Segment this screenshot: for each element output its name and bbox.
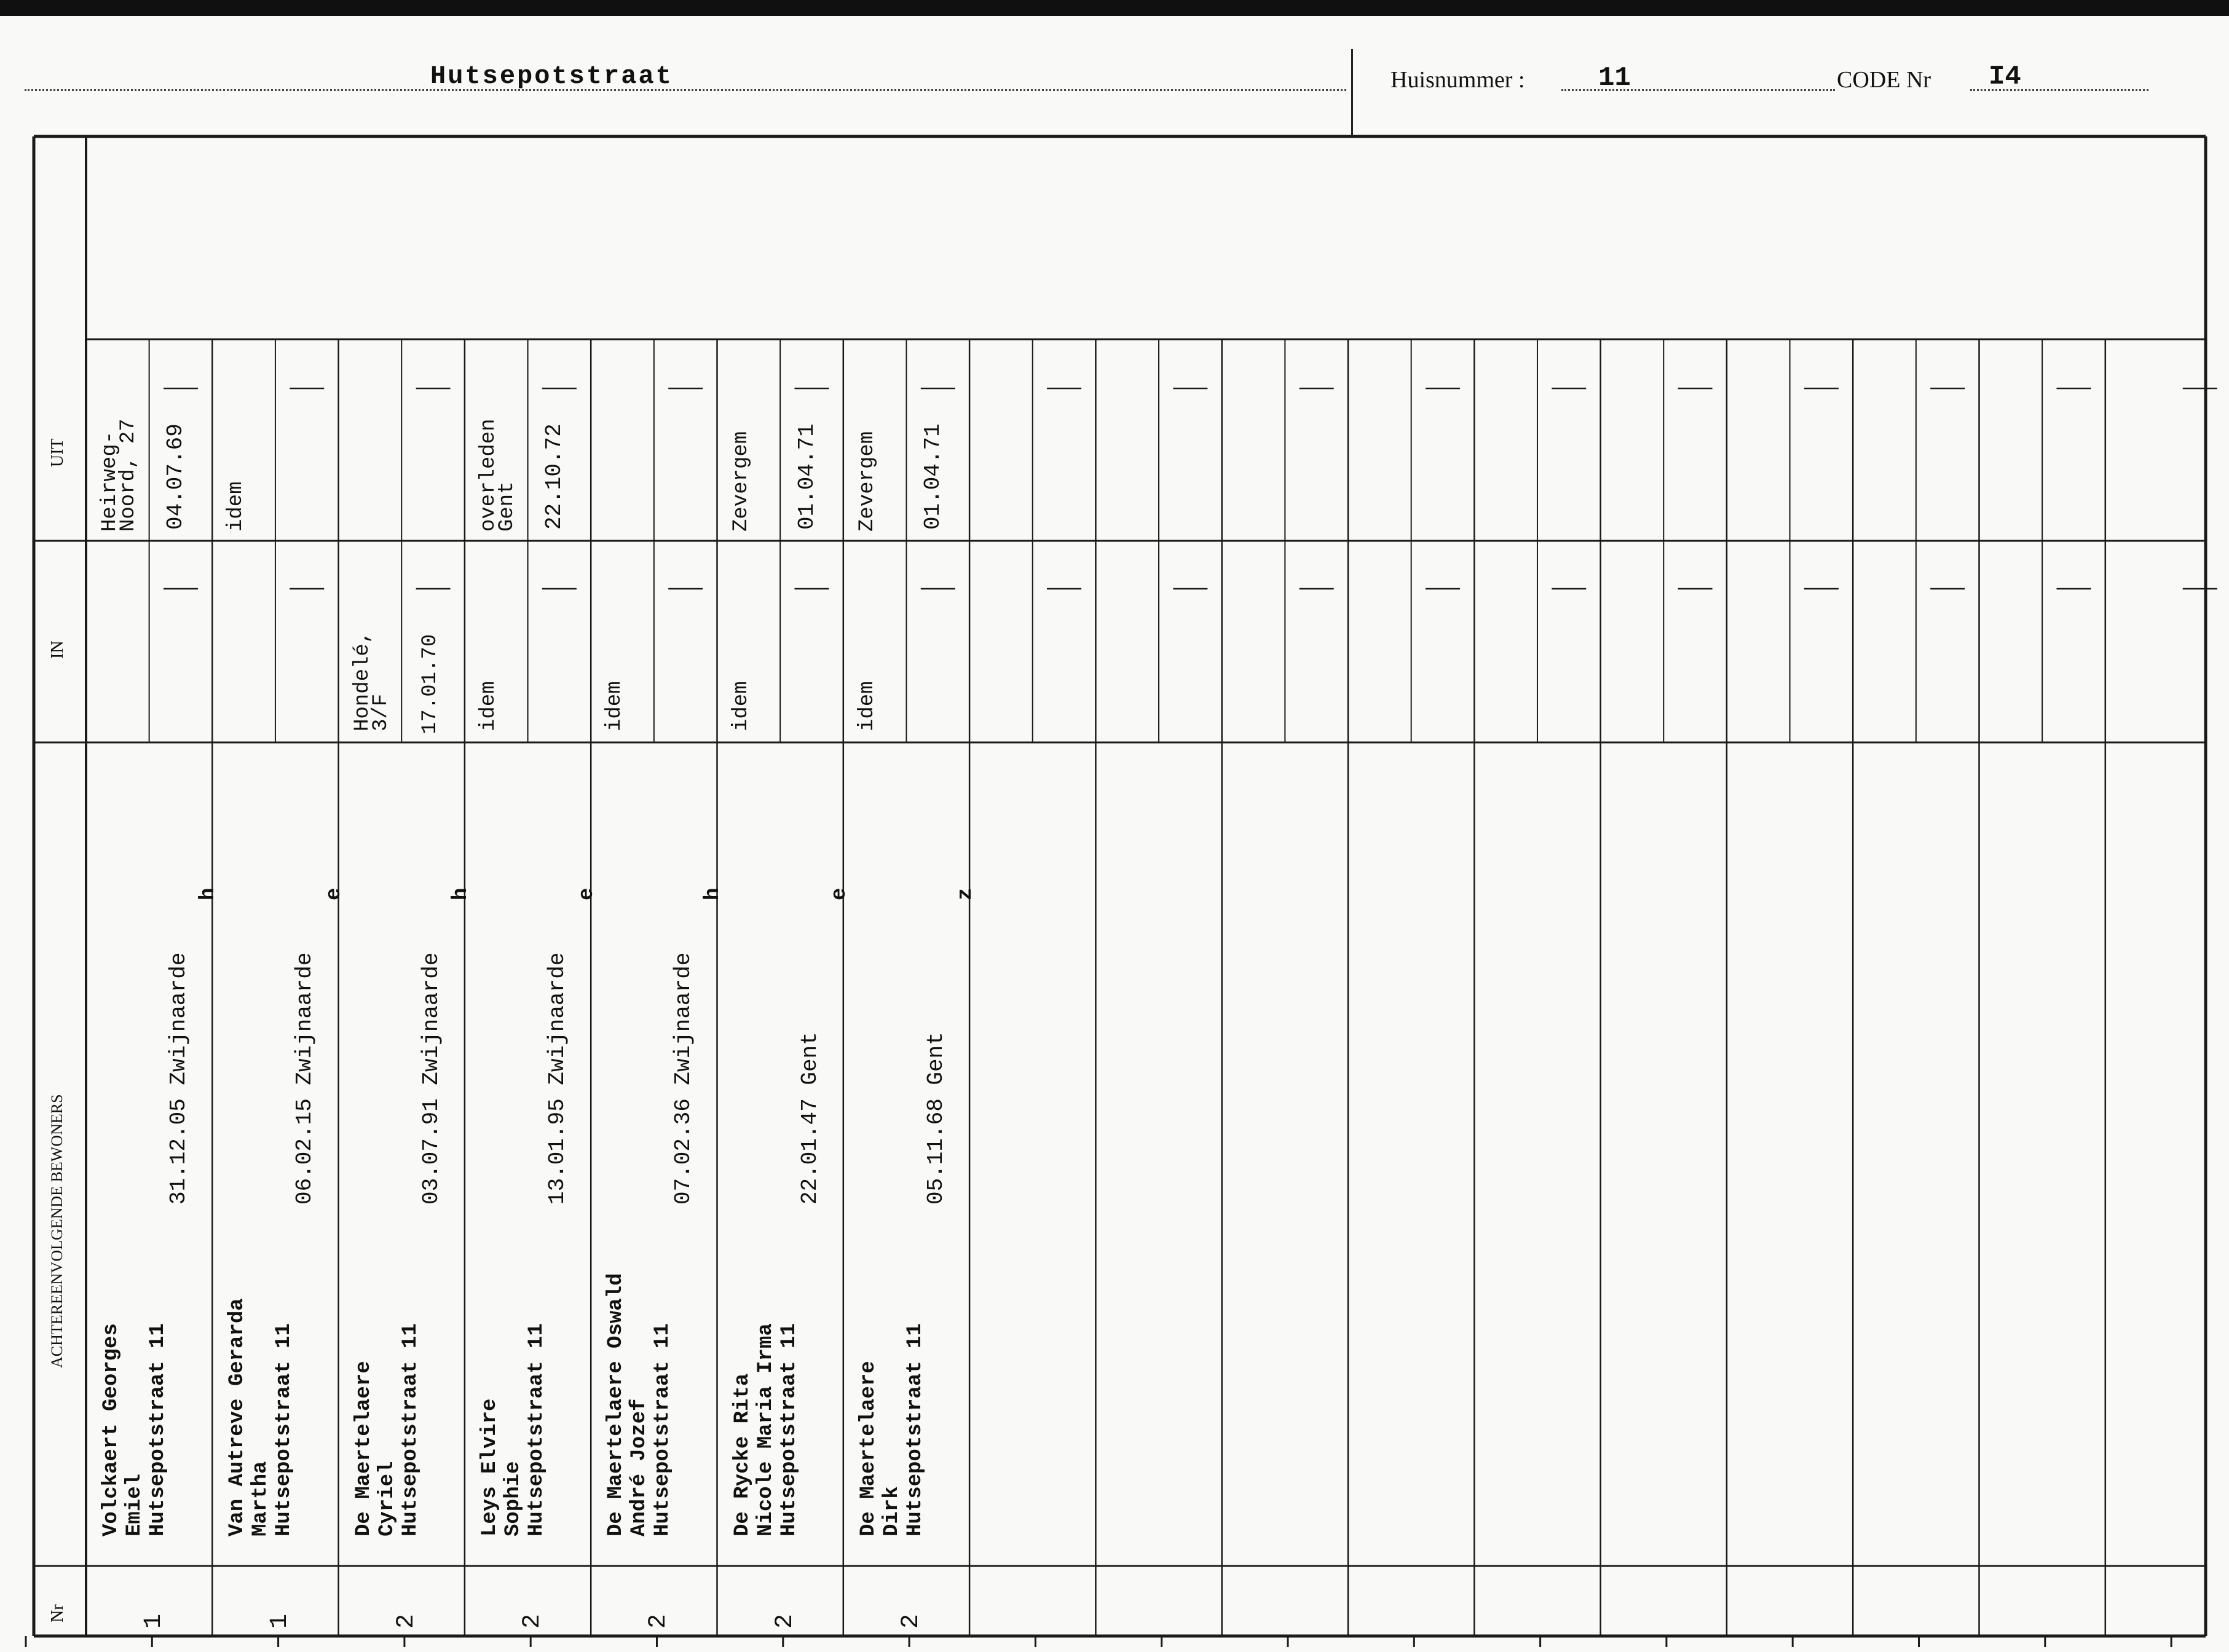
resident-birth: 31.12.05 Zwijnaarde [166, 952, 191, 1205]
resident-in-place: 3/F [369, 693, 393, 731]
resident-uit-place: Gent [495, 481, 519, 532]
resident-nr: 2 [392, 1613, 420, 1629]
resident-uit-date: 01.04.71 [794, 423, 819, 530]
row-label-uit: UIT [48, 438, 67, 467]
resident-uit-place: overleden [476, 419, 500, 532]
resident-name-line: Dirk [880, 1486, 904, 1536]
resident-uit-date: 22.10.72 [541, 423, 567, 530]
resident-status: h [701, 887, 725, 900]
resident-nr: 2 [645, 1613, 673, 1629]
resident-name-line: Leys Elvire [478, 1398, 502, 1536]
resident-nr: 2 [518, 1613, 546, 1629]
street-name: Hutsepotstraat [430, 61, 673, 91]
resident-status: e [323, 887, 347, 900]
resident-uit-place: idem [224, 481, 248, 532]
resident-uit-place: Heirweg- [98, 431, 122, 532]
resident-name-line: Nicole Maria Irma [754, 1323, 778, 1536]
resident-name-line: De Maertelaere [856, 1361, 880, 1536]
resident-name-line: De Maertelaere Oswald [604, 1273, 628, 1536]
resident-nr: 2 [897, 1613, 925, 1629]
resident-nr: 1 [266, 1613, 294, 1629]
resident-name-line: De Rycke Rita [730, 1373, 754, 1536]
resident-status: e [575, 887, 599, 900]
resident-birth: 03.07.91 Zwijnaarde [418, 952, 444, 1205]
resident-name-line: Hutsepotstraat 11 [524, 1323, 548, 1536]
resident-status: e [827, 887, 851, 900]
resident-name-line: Hutsepotstraat 11 [272, 1323, 296, 1536]
resident-uit-place: Zevergem [855, 431, 879, 532]
resident-name-line: De Maertelaere [352, 1361, 376, 1536]
resident-in-place: idem [729, 681, 753, 731]
resident-name-line: Martha [249, 1461, 273, 1536]
resident-uit-date: 04.07.69 [163, 423, 188, 530]
resident-in-place: idem [603, 681, 627, 731]
resident-name-line: Hutsepotstraat 11 [398, 1323, 422, 1536]
resident-name-line: André Jozef [628, 1398, 652, 1536]
code-value: I4 [1989, 61, 2021, 92]
row-label-residents: ACHTEREENVOLGENDE BEWONERS [48, 1094, 66, 1368]
resident-name-line: Cyriel [375, 1461, 399, 1536]
resident-birth: 05.11.68 Gent [923, 1032, 949, 1205]
resident-name-line: Sophie [501, 1461, 525, 1536]
resident-nr: 1 [140, 1613, 168, 1629]
resident-in-place: idem [855, 681, 879, 731]
resident-birth: 13.01.95 Zwijnaarde [544, 952, 570, 1205]
resident-uit-place: Zevergem [729, 431, 753, 532]
resident-name-line: Volckaert Georges [100, 1323, 123, 1536]
row-label-in: IN [48, 640, 67, 659]
resident-uit-date: 01.04.71 [920, 423, 945, 530]
resident-birth: 22.01.47 Gent [797, 1032, 823, 1205]
resident-name-line: Hutsepotstraat 11 [903, 1323, 927, 1536]
resident-nr: 2 [771, 1613, 799, 1629]
resident-in-date: 17.01.70 [418, 634, 442, 734]
resident-name-line: Hutsepotstraat 11 [651, 1323, 675, 1536]
resident-birth: 06.02.15 Zwijnaarde [292, 952, 318, 1205]
resident-status: h [449, 887, 473, 900]
resident-in-place: Hondelé, [350, 631, 374, 731]
resident-name-line: Emiel [123, 1473, 146, 1536]
row-label-nr: Nr [48, 1604, 67, 1622]
house-number-value: 11 [1598, 63, 1631, 93]
house-number-label: Huisnummer : [1391, 67, 1525, 93]
resident-name-line: Van Autreve Gerarda [226, 1298, 250, 1536]
resident-in-place: idem [476, 681, 500, 731]
resident-status: h [197, 887, 220, 900]
resident-name-line: Hutsepotstraat 11 [146, 1323, 170, 1536]
resident-name-line: Hutsepotstraat 11 [777, 1323, 801, 1536]
code-label: CODE Nr [1837, 67, 1931, 93]
resident-birth: 07.02.36 Zwijnaarde [671, 952, 696, 1205]
resident-uit-place: Noord, 27 [117, 419, 140, 532]
resident-status: z [953, 887, 977, 900]
